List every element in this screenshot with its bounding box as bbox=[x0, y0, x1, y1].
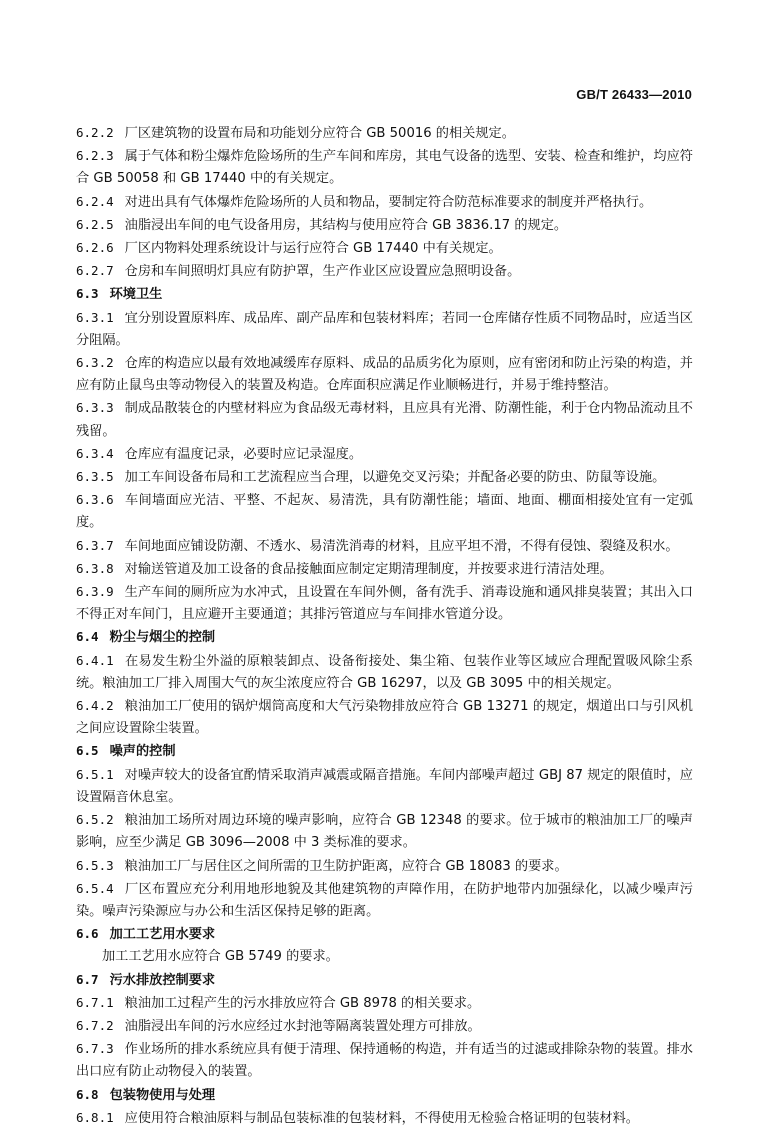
clause-text: 粮油加工过程产生的污水排放应符合 GB 8978 的相关要求。 bbox=[124, 995, 481, 1011]
clause-text: 对输送管道及加工设备的食品接触面应制定定期清理制度，并按要求进行清洁处理。 bbox=[124, 561, 613, 577]
clause-text: 厂区布置应充分利用地形地貌及其他建筑物的声障作用，在防护地带内加强绿化，以减少噪声污染。噪声污染源应与办公和生活区保持足够的距离。 bbox=[76, 881, 693, 919]
clause-number: 6.6 bbox=[76, 926, 99, 942]
clause-number: 6.5 bbox=[76, 743, 99, 759]
clause-paragraph bbox=[76, 695, 693, 740]
clause-number: 6.8.1 bbox=[76, 1109, 114, 1125]
clause-number: 6.5.4 bbox=[76, 880, 114, 896]
clause-text: 仓房和车间照明灯具应有防护罩，生产作业区应设置应急照明设备。 bbox=[124, 264, 521, 280]
clause-number: 6.4.2 bbox=[76, 698, 114, 714]
clause-text: 粉尘与烟尘的控制 bbox=[109, 630, 216, 646]
clause-number: 6.2.3 bbox=[76, 148, 114, 164]
section-heading bbox=[76, 923, 693, 946]
clause-paragraph bbox=[76, 581, 693, 626]
clause-paragraph bbox=[76, 191, 693, 214]
standard-code-header: GB/T 26433—2010 bbox=[576, 87, 692, 102]
clause-number: 6.2.6 bbox=[76, 240, 114, 256]
section-heading bbox=[76, 1084, 693, 1107]
clause-number: 6.3.5 bbox=[76, 469, 114, 485]
clause-number: 6.4.1 bbox=[76, 652, 114, 668]
clause-paragraph bbox=[76, 237, 693, 260]
clause-text: 生产车间的厕所应为水冲式，且设置在车间外侧，备有洗手、消毒设施和通风排臭装置；其出入口不得正对车间门，且应避开主要通道；其排污管道应与车间排水管道分设。 bbox=[76, 585, 693, 623]
section-heading bbox=[76, 740, 693, 763]
clause-paragraph bbox=[76, 1107, 693, 1130]
clause-number: 6.8 bbox=[76, 1086, 99, 1102]
clause-text: 厂区内物料处理系统设计与运行应符合 GB 17440 中有关规定。 bbox=[124, 241, 502, 257]
clause-text: 在易发生粉尘外溢的原粮装卸点、设备衔接处、集尘箱、包装作业等区域应合理配置吸风除尘系统。粮油加工厂排入周围大气的灰尘浓度应符合 GB 16297，以及 GB 3095 中的相关规定。 bbox=[76, 653, 693, 691]
clause-number: 6.3.7 bbox=[76, 537, 114, 553]
document-body bbox=[76, 122, 693, 1130]
clause-text: 属于气体和粉尘爆炸危险场所的生产车间和库房，其电气设备的选型、安装、检查和维护，均应符合 GB 50058 和 GB 17440 中的有关规定。 bbox=[76, 149, 693, 187]
clause-text: 车间墙面应光洁、平整、不起灰、易清洗，具有防潮性能；墙面、地面、棚面相接处宜有一定弧度。 bbox=[76, 493, 693, 531]
clause-text: 加工工艺用水应符合 GB 5749 的要求。 bbox=[102, 949, 339, 965]
clause-text: 包装物使用与处理 bbox=[109, 1087, 216, 1103]
clause-paragraph bbox=[76, 558, 693, 581]
clause-paragraph bbox=[76, 764, 693, 809]
clause-number: 6.2.5 bbox=[76, 216, 114, 232]
clause-text: 仓库的构造应以最有效地减缓库存原料、成品的品质劣化为原则，应有密闭和防止污染的构造，并应有防止鼠鸟虫等动物侵入的装置及构造。仓库面积应满足作业顺畅进行，并易于维持整洁。 bbox=[76, 356, 693, 394]
clause-paragraph bbox=[76, 1015, 693, 1038]
clause-text: 油脂浸出车间的污水应经过水封池等隔离装置处理方可排放。 bbox=[124, 1018, 481, 1034]
clause-text: 环境卫生 bbox=[109, 287, 163, 303]
clause-number: 6.3.9 bbox=[76, 584, 114, 600]
clause-number: 6.7 bbox=[76, 971, 99, 987]
clause-paragraph bbox=[76, 214, 693, 237]
section-heading bbox=[76, 283, 693, 306]
clause-paragraph bbox=[76, 878, 693, 923]
clause-number: 6.3.8 bbox=[76, 560, 114, 576]
clause-number: 6.5.2 bbox=[76, 812, 114, 828]
clause-number: 6.4 bbox=[76, 629, 99, 645]
clause-paragraph bbox=[76, 352, 693, 397]
clause-number: 6.5.1 bbox=[76, 766, 114, 782]
clause-paragraph bbox=[76, 307, 693, 352]
clause-paragraph bbox=[76, 466, 693, 489]
clause-number: 6.3 bbox=[76, 286, 99, 302]
section-heading bbox=[76, 626, 693, 649]
clause-number: 6.5.3 bbox=[76, 857, 114, 873]
clause-number: 6.3.6 bbox=[76, 492, 114, 508]
clause-number: 6.7.3 bbox=[76, 1041, 114, 1057]
clause-text: 加工车间设备布局和工艺流程应当合理，以避免交叉污染；并配备必要的防虫、防鼠等设施。 bbox=[124, 470, 666, 486]
clause-number: 6.2.2 bbox=[76, 125, 114, 140]
clause-number: 6.7.1 bbox=[76, 994, 114, 1010]
clause-paragraph bbox=[76, 397, 693, 442]
clause-paragraph bbox=[76, 855, 693, 878]
clause-text: 污水排放控制要求 bbox=[109, 972, 216, 988]
clause-text: 油脂浸出车间的电气设备用房，其结构与使用应符合 GB 3836.17 的规定。 bbox=[124, 217, 568, 233]
clause-paragraph bbox=[76, 489, 693, 534]
clause-text: 粮油加工场所对周边环境的噪声影响，应符合 GB 12348 的要求。位于城市的粮油加工厂的噪声影响，应至少满足 GB 3096—2008 中 3 类标准的要求。 bbox=[76, 813, 693, 851]
clause-text: 对噪声较大的设备宜酌情采取消声减震或隔音措施。车间内部噪声超过 GBJ 87 规定的限值时，应设置隔音休息室。 bbox=[76, 767, 693, 805]
clause-text: 噪声的控制 bbox=[109, 744, 176, 760]
clause-text: 制成品散装仓的内壁材料应为食品级无毒材料，且应具有光滑、防潮性能，利于仓内物品流动且不残留。 bbox=[76, 401, 693, 439]
clause-text: 仓库应有温度记录，必要时应记录湿度。 bbox=[124, 446, 363, 462]
clause-number: 6.3.1 bbox=[76, 309, 114, 325]
clause-text: 粮油加工厂与居住区之间所需的卫生防护距离，应符合 GB 18083 的要求。 bbox=[124, 858, 568, 874]
clause-number: 6.3.3 bbox=[76, 400, 114, 416]
clause-paragraph bbox=[76, 535, 693, 558]
clause-paragraph bbox=[76, 946, 693, 968]
clause-text: 加工工艺用水要求 bbox=[109, 927, 216, 943]
section-heading bbox=[76, 969, 693, 992]
clause-paragraph bbox=[76, 145, 693, 190]
clause-text: 厂区建筑物的设置布局和功能划分应符合 GB 50016 的相关规定。 bbox=[124, 126, 515, 141]
clause-text: 粮油加工厂使用的锅炉烟筒高度和大气污染物排放应符合 GB 13271 的规定，烟道出口与引风机之间应设置除尘装置。 bbox=[76, 699, 693, 737]
clause-paragraph bbox=[76, 260, 693, 283]
clause-text: 作业场所的排水系统应具有便于清理、保持通畅的构造，并有适当的过滤或排除杂物的装置。排水出口应有防止动物侵入的装置。 bbox=[76, 1042, 693, 1080]
clause-number: 6.3.4 bbox=[76, 445, 114, 461]
clause-paragraph bbox=[76, 122, 693, 145]
clause-text: 宜分别设置原料库、成品库、副产品库和包装材料库；若同一仓库储存性质不同物品时，应适当区分阻隔。 bbox=[76, 310, 693, 348]
clause-paragraph bbox=[76, 992, 693, 1015]
clause-paragraph bbox=[76, 1038, 693, 1083]
clause-number: 6.7.2 bbox=[76, 1017, 114, 1033]
clause-number: 6.3.2 bbox=[76, 355, 114, 371]
clause-paragraph bbox=[76, 809, 693, 854]
clause-text: 车间地面应铺设防潮、不透水、易清洗消毒的材料，且应平坦不滑，不得有侵蚀、裂缝及积水。 bbox=[124, 538, 679, 554]
clause-text: 应使用符合粮油原料与制品包装标准的包装材料，不得使用无检验合格证明的包装材料。 bbox=[124, 1110, 639, 1126]
clause-number: 6.2.7 bbox=[76, 263, 114, 279]
clause-text: 对进出具有气体爆炸危险场所的人员和物品，要制定符合防范标准要求的制度并严格执行。 bbox=[124, 194, 653, 210]
clause-paragraph bbox=[76, 443, 693, 466]
clause-paragraph bbox=[76, 650, 693, 695]
clause-number: 6.2.4 bbox=[76, 193, 114, 209]
